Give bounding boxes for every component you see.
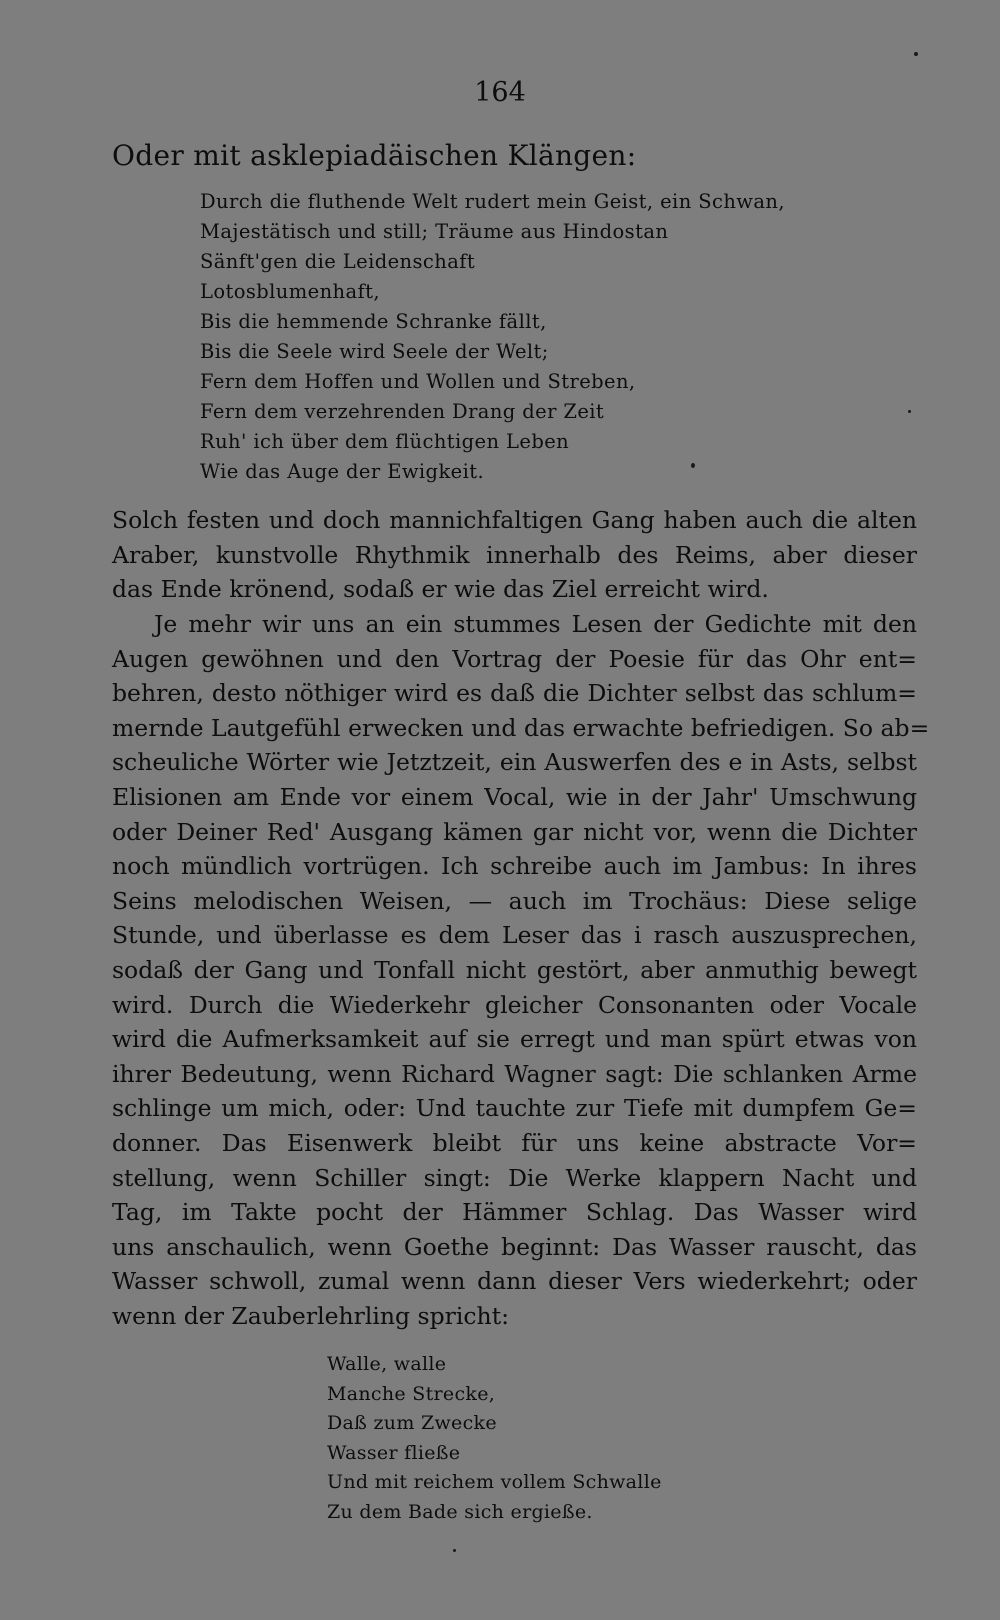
text-line: noch mündlich vortrügen. Ich schreibe auch im Jambus: In ihres: [112, 852, 917, 881]
poem-line: Bis die Seele wird Seele der Welt;: [200, 340, 549, 363]
paragraph-arabs: [112, 503, 917, 607]
poem-line: Wie das Auge der Ewigkeit.: [200, 460, 485, 483]
text-line: Elisionen am Ende vor einem Vocal, wie in der Jahr' Umschwung: [112, 782, 917, 811]
poem-line: Manche Strecke,: [327, 1382, 496, 1405]
ink-speck: [908, 410, 911, 413]
text-line: Je mehr wir uns an ein stummes Lesen der Gedichte mit den: [154, 610, 917, 638]
paragraph-sound: [112, 607, 930, 1333]
text-line: das Ende krönend, sodaß er wie das Ziel erreicht wird.: [112, 575, 769, 604]
poem-line: Fern dem verzehrenden Drang der Zeit: [200, 400, 605, 423]
text-line: Tag, im Takte pocht der Hämmer Schlag. Das Wasser wird: [112, 1198, 917, 1227]
text-line: donner. Das Eisenwerk bleibt für uns keine abstracte Vor=: [112, 1128, 917, 1157]
text-line: scheuliche Wörter wie Jetztzeit, ein Auswerfen des e in Asts, selbst: [112, 748, 917, 777]
text-line: wird die Aufmerksamkeit auf sie erregt und man spürt etwas von: [112, 1025, 917, 1054]
poem-line: Zu dem Bade sich ergieße.: [327, 1500, 593, 1523]
text-line: Stunde, und überlasse es dem Leser das i rasch auszusprechen,: [112, 921, 917, 950]
poem-line: Wasser fließe: [327, 1441, 461, 1464]
text-line: schlinge um mich, oder: Und tauchte zur Tiefe mit dumpfem Ge=: [112, 1094, 917, 1123]
poem-zauberlehrling: [327, 1350, 662, 1527]
text-line: Wasser schwoll, zumal wenn dann dieser Vers wiederkehrt; oder: [112, 1267, 917, 1296]
text-line: Solch festen und doch mannichfaltigen Gang haben auch die alten: [112, 506, 917, 534]
text-line: wenn der Zauberlehrling spricht:: [112, 1301, 510, 1330]
poem-line: Daß zum Zwecke: [327, 1412, 497, 1434]
poem-line: Bis die hemmende Schranke fällt,: [200, 310, 547, 333]
text-line: behren, desto nöthiger wird es daß die Dichter selbst das schlum=: [112, 679, 917, 708]
text-line: uns anschaulich, wenn Goethe beginnt: Das Wasser rauscht, das: [112, 1232, 917, 1261]
ink-speck: [453, 1549, 456, 1552]
poem-asclepiadean: [200, 187, 785, 487]
text-line: mernde Lautgefühl erwecken und das erwachte befriedigen. So ab=: [112, 713, 930, 742]
poem-line: Durch die fluthende Welt rudert mein Geist, ein Schwan,: [200, 190, 785, 213]
poem-line: Ruh' ich über dem flüchtigen Leben: [200, 430, 570, 453]
text-line: Augen gewöhnen und den Vortrag der Poesie für das Ohr ent=: [112, 644, 917, 673]
poem-line: Und mit reichem vollem Schwalle: [327, 1471, 662, 1493]
ink-speck: [914, 52, 918, 56]
poem-line: Sänft'gen die Leidenschaft: [200, 250, 476, 273]
text-line: oder Deiner Red' Ausgang kämen gar nicht vor, wenn die Dichter: [112, 817, 917, 846]
intro-line: Oder mit asklepiadäischen Klängen:: [112, 139, 637, 172]
text-line: sodaß der Gang und Tonfall nicht gestört, aber anmuthig bewegt: [112, 955, 917, 984]
poem-line: Lotosblumenhaft,: [200, 280, 380, 303]
text-line: Seins melodischen Weisen, — auch im Trochäus: Diese selige: [112, 886, 917, 915]
text-line: wird. Durch die Wiederkehr gleicher Consonanten oder Vocale: [112, 990, 917, 1019]
poem-line: Walle, walle: [327, 1353, 447, 1375]
poem-line: Fern dem Hoffen und Wollen und Streben,: [200, 370, 636, 393]
text-line: ihrer Bedeutung, wenn Richard Wagner sagt: Die schlanken Arme: [112, 1059, 917, 1088]
ink-speck: [691, 463, 695, 468]
text-line: stellung, wenn Schiller singt: Die Werke klappern Nacht und: [112, 1163, 917, 1192]
poem-line: Majestätisch und still; Träume aus Hindostan: [200, 220, 669, 243]
text-line: Araber, kunstvolle Rhythmik innerhalb des Reims, aber dieser: [112, 540, 917, 569]
page-number: 164: [474, 77, 526, 108]
